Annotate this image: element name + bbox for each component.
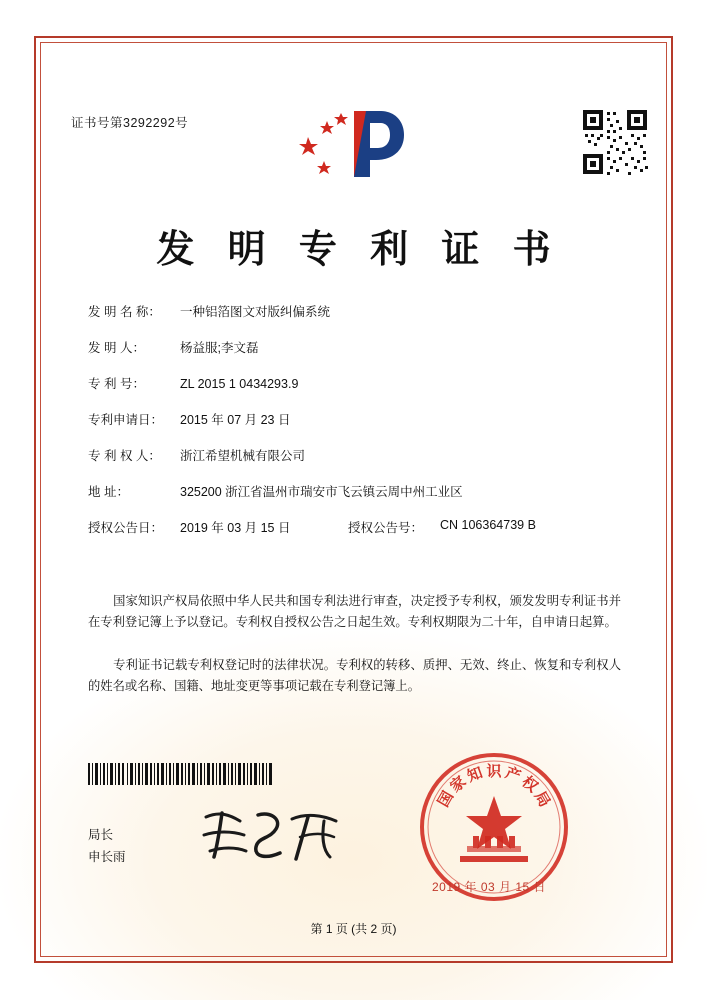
- field-label: 发 明 名 称：: [88, 305, 161, 319]
- field-value: ZL 2015 1 0434293.9: [180, 377, 299, 391]
- field-value: 杨益服;李文磊: [180, 341, 259, 355]
- field-label: 发 明 人：: [88, 341, 145, 355]
- legal-paragraph-1: [88, 591, 621, 633]
- field-label: 专 利 权 人：: [88, 449, 161, 463]
- field-label: 地 址：: [88, 485, 129, 499]
- svg-text:家: 家: [446, 772, 470, 796]
- field-patent-number: [88, 374, 628, 410]
- legal-paragraph-2: [88, 655, 621, 697]
- seal-date: 2019 年 03 月 15 日: [432, 880, 547, 894]
- field-application-date: [88, 410, 628, 446]
- field-grant-announcement: [88, 518, 628, 554]
- field-invention-name: [88, 302, 628, 338]
- barcode-icon: [88, 763, 274, 785]
- certificate-fields: [88, 302, 628, 554]
- svg-text:权: 权: [518, 772, 542, 796]
- field-value: 2019 年 03 月 15 日: [180, 521, 291, 535]
- field-value-secondary: CN 106364739 B: [440, 518, 536, 532]
- qr-code-icon: [581, 108, 649, 176]
- field-patentee: [88, 446, 628, 482]
- field-inventors: [88, 338, 628, 374]
- svg-text:国: 国: [433, 787, 458, 811]
- paragraph-text: 国家知识产权局依照中华人民共和国专利法进行审查，决定授予专利权，颁发发明专利证书并在专利登记簿上予以登记。专利权自授权公告之日起生效。专利权期限为二十年，自申请日起算。: [88, 594, 621, 629]
- page-footer: 第 1 页 (共 2 页): [310, 922, 397, 936]
- signature-block: [88, 824, 126, 868]
- svg-text:识: 识: [486, 762, 502, 780]
- svg-text:局: 局: [530, 787, 555, 811]
- field-label: 专利申请日：: [88, 413, 164, 427]
- field-address: [88, 482, 628, 518]
- page-title: 发 明 专 利 证 书: [156, 226, 561, 271]
- certificate-number: 证书号第3292292号: [71, 116, 189, 130]
- field-label: 专 利 号：: [88, 377, 145, 391]
- field-value: 325200 浙江省温州市瑞安市飞云镇云周中州工业区: [180, 485, 463, 499]
- svg-text:知: 知: [464, 763, 485, 786]
- field-value: 一种铝箔图文对版纠偏系统: [180, 305, 331, 319]
- signer-title-label: 局长: [88, 828, 114, 842]
- cnipa-logo-icon: [294, 103, 412, 185]
- svg-text:产: 产: [503, 763, 524, 786]
- field-value: 浙江希望机械有限公司: [180, 449, 306, 463]
- field-label-secondary: 授权公告号：: [348, 521, 424, 535]
- signer-name: 申长雨: [88, 850, 126, 864]
- field-value: 2015 年 07 月 23 日: [180, 413, 291, 427]
- handwritten-signature-icon: [196, 805, 356, 867]
- field-label: 授权公告日：: [88, 521, 164, 535]
- paragraph-text: 专利证书记载专利权登记时的法律状况。专利权的转移、质押、无效、终止、恢复和专利权人的姓名或名称、国籍、地址变更等事项记载在专利登记簿上。: [88, 658, 621, 693]
